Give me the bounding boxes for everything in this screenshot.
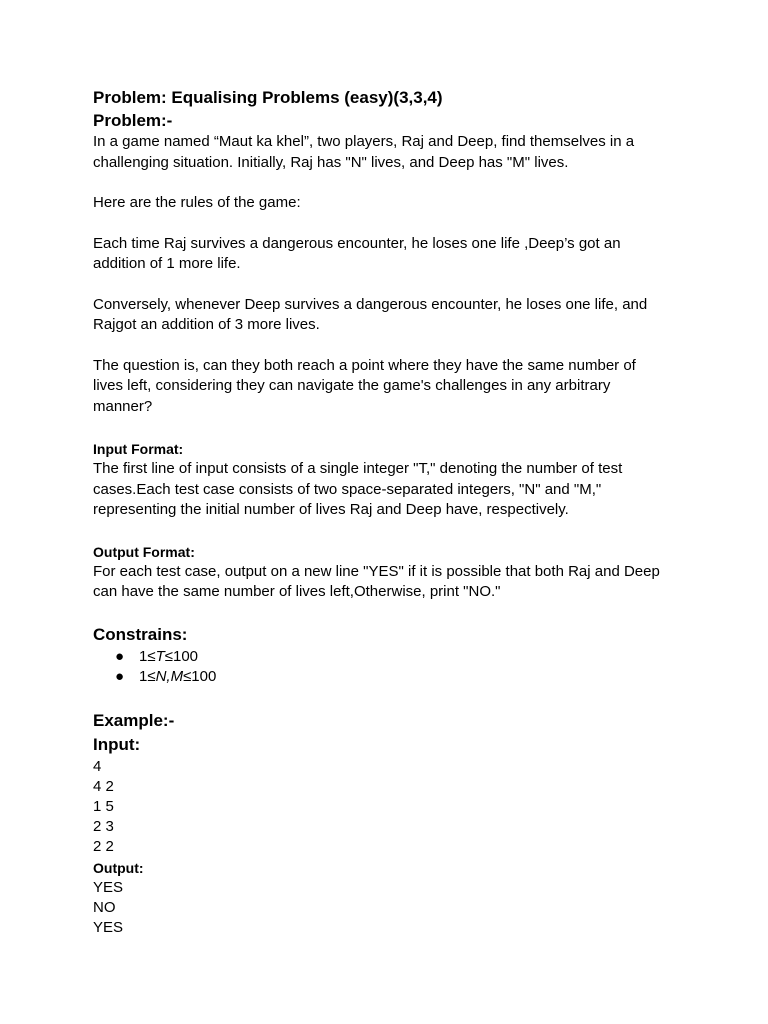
constraints-list: [93, 647, 683, 688]
question-paragraph: [93, 356, 683, 418]
document-page: [93, 86, 683, 938]
question-line: The question is, can they both reach a point where they have the same number of: [93, 356, 636, 374]
bullet-icon: ●: [115, 647, 125, 665]
constraint-variable: T: [155, 647, 165, 665]
rule-2-line: Conversely, whenever Deep survives a dangerous encounter, he loses one life, and: [93, 295, 648, 313]
constraint-variable: N,M: [155, 668, 184, 685]
problem-heading: Problem:-: [93, 111, 173, 130]
rule-2-line: Rajgot an addition of 3 more lives.: [93, 316, 320, 333]
input-format-line: cases.Each test case consists of two space-separated integers, "N" and "M,": [93, 480, 602, 498]
rules-intro: Here are the rules of the game:: [93, 194, 301, 211]
intro-paragraph: [93, 132, 683, 173]
input-format-heading: Input Format:: [93, 441, 184, 457]
example-input-line: 1 5: [93, 797, 114, 815]
question-line: manner?: [93, 397, 153, 415]
example-input-line: 4: [93, 757, 102, 775]
question-line: lives left, considering they can navigate the game's challenges in any arbitrary: [93, 377, 611, 394]
example-output-line: YES: [93, 918, 124, 936]
example-output-line: NO: [93, 898, 116, 916]
input-format-line: representing the initial number of lives Raj and Deep have, respectively.: [93, 501, 569, 518]
rule-1-line: addition of 1 more life.: [93, 255, 241, 272]
example-input-line: 2 2: [93, 838, 114, 856]
output-format-section: [93, 542, 683, 603]
output-format-heading: Output Format:: [93, 543, 195, 560]
example-input-heading: Input:: [93, 734, 141, 754]
input-format-line: The first line of input consists of a single integer "T," denoting the number of test: [93, 460, 623, 477]
problem-title: Problem: Equalising Problems (easy)(3,3,4): [93, 88, 443, 107]
example-input-line: 4 2: [93, 777, 114, 795]
constraint-prefix: 1≤: [139, 668, 156, 685]
input-format-section: [93, 439, 683, 521]
output-format-line: can have the same number of lives left,Otherwise, print "NO.": [93, 583, 501, 600]
example-input-line: 2 3: [93, 818, 114, 836]
output-format-line: For each test case, output on a new line "YES" if it is possible that both Raj and Deep: [93, 562, 660, 580]
constraint-prefix: 1≤: [139, 647, 156, 665]
constraints-section: [93, 623, 683, 688]
rule-1-paragraph: [93, 234, 683, 275]
example-output-block: [93, 878, 683, 939]
rule-1-line: Each time Raj survives a dangerous encounter, he loses one life ,Deep’s got an: [93, 234, 621, 252]
example-output-heading: Output:: [93, 859, 144, 876]
constraint-item: [93, 647, 683, 668]
example-section: [93, 709, 683, 939]
constraint-suffix: ≤100: [183, 668, 217, 685]
intro-line: challenging situation. Initially, Raj has "N" lives, and Deep has "M" lives.: [93, 153, 569, 171]
example-heading: Example:-: [93, 710, 175, 730]
example-input-block: [93, 757, 683, 858]
bullet-icon: ●: [115, 668, 125, 685]
intro-line: In a game named “Maut ka khel”, two players, Raj and Deep, find themselves in a: [93, 133, 635, 150]
constraints-heading: Constrains:: [93, 624, 188, 644]
example-output-line: YES: [93, 878, 124, 896]
constraint-item: [93, 667, 683, 688]
rule-2-paragraph: [93, 295, 683, 336]
constraint-suffix: ≤100: [164, 647, 199, 665]
